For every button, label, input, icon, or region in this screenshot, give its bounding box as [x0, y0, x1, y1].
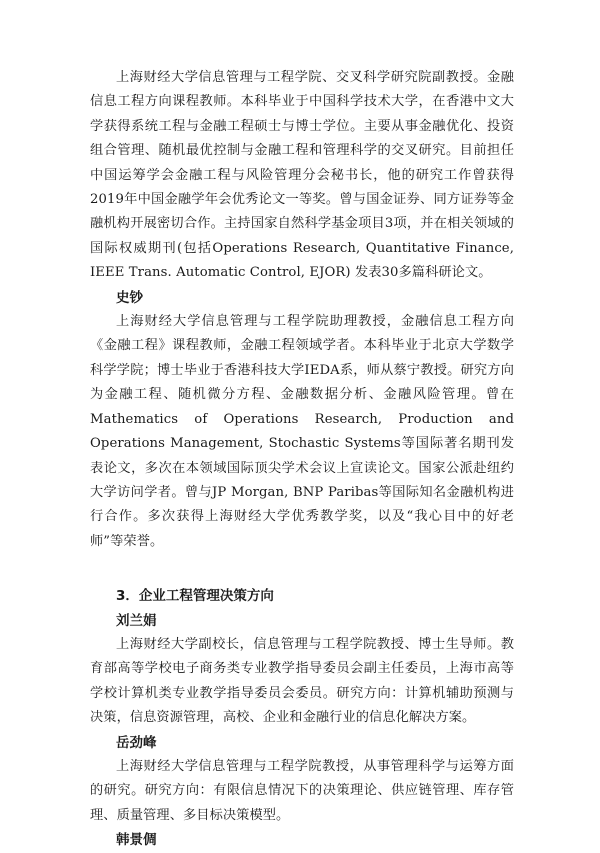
bio-paragraph-1: 上海财经大学信息管理与工程学院、交叉科学研究院副教授。金融信息工程方向课程教师。本科毕业于中国科学技术大学，在香港中文大学获得系统工程与金融工程硕士与博士学位。主要从事金融优化、投资组合管理、随机最优控制与金融工程和管理科学的交叉研究。目前担任中国运筹学会金融工程与风险管理分会秘书长，他的研究工作曾获得2019年中国金融学年会优秀论文一等奖。曾与国金证券、同方证券等金融机构开展密切合作。主持国家自然科学基金项目3项，并在相关领域的国际权威期刊(包括Operations Research, Quantitative Finance, IEEE Trans. Automatic Control, EJOR) 发表30多篇科研论文。 — [90, 70, 514, 281]
bio-paragraph-shi-chao: 上海财经大学信息管理与工程学院助理教授，金融信息工程方向《金融工程》课程教师，金融工程领域学者。本科毕业于北京大学数学科学学院；博士毕业于香港科技大学IEDA系，师从蔡宁教授。研究方向为金融工程、随机微分方程、金融数据分析、金融风险管理。曾在Mathematics of Operations Research, Production and Operations Management, Stochastic Systems等国际著名期刊发表论文，多次在本领域国际顶尖学术会议上宣读论文。国家公派赴纽约大学访问学者。曾与JP Morgan, BNP Paribas等国际知名金融机构进行合作。多次获得上海财经大学优秀教学奖，以及“我心目中的好老师”等荣誉。 — [90, 314, 514, 549]
faculty-name-han-jingti: 韩景倜 — [116, 832, 157, 849]
bio-paragraph-yue-jinfeng: 上海财经大学信息管理与工程学院教授，从事管理科学与运筹方面的研究。研究方向：有限信息情况下的决策理论、供应链管理、库存管理、质量管理、多目标决策模型。 — [90, 758, 514, 823]
section-spacer — [90, 554, 514, 584]
faculty-name-liu-lanjuan: 刘兰娟 — [116, 612, 157, 629]
bio-paragraph-liu-lanjuan: 上海财经大学副校长，信息管理与工程学院教授、博士生导师。教育部高等学校电子商务类专业教学指导委员会副主任委员，上海市高等学校计算机类专业教学指导委员会委员。研究方向：计算机辅助预测与决策，信息资源管理，高校、企业和金融行业的信息化解决方案。 — [90, 636, 514, 726]
section-heading-3: 3．企业工程管理决策方向 — [116, 588, 274, 605]
faculty-name-shi-chao: 史钞 — [116, 289, 143, 306]
faculty-name-yue-jinfeng: 岳劲峰 — [116, 734, 157, 751]
